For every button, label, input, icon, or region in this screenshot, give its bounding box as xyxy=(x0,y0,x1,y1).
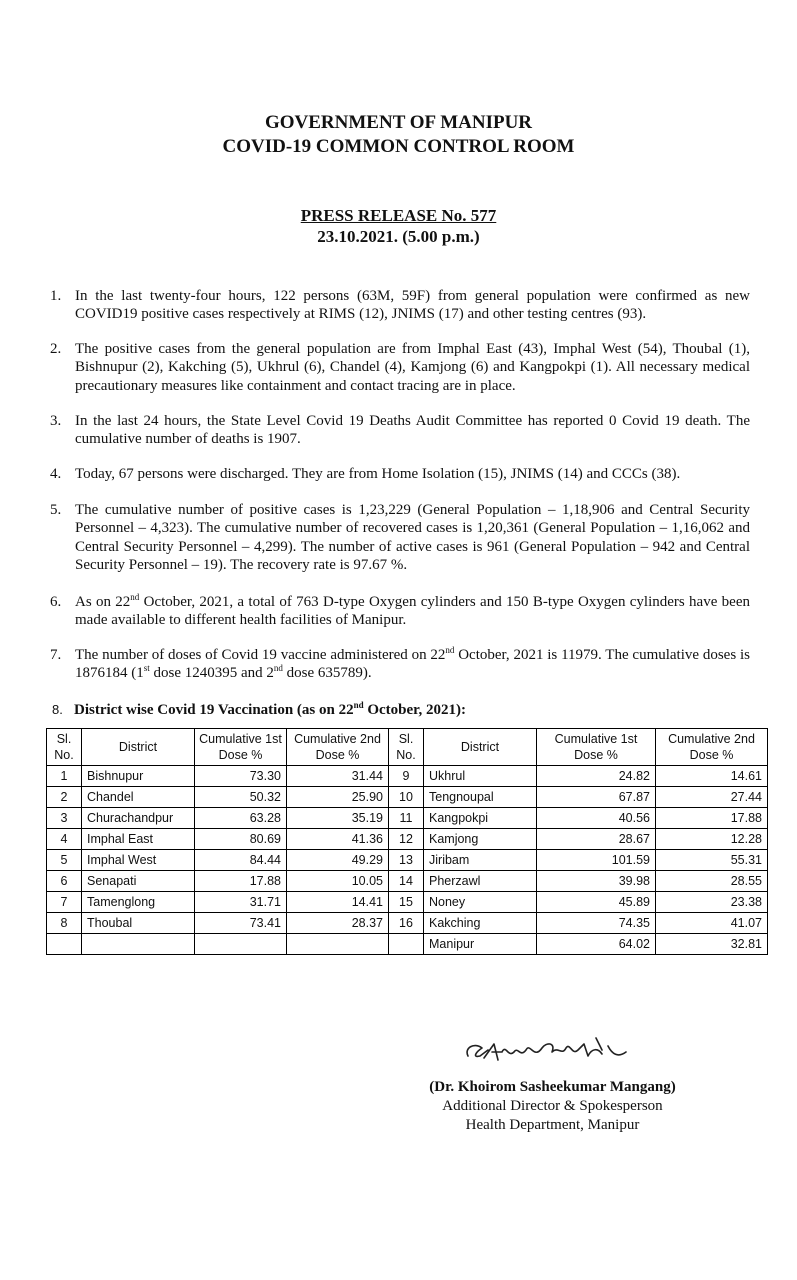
vaccination-heading xyxy=(52,701,466,719)
sl-cell: 2 xyxy=(47,787,82,808)
vaccination-table xyxy=(46,728,768,955)
press-release-title: PRESS RELEASE No. 577 xyxy=(300,206,497,225)
paragraph-text xyxy=(75,593,750,630)
dose1-cell: 73.41 xyxy=(195,913,287,934)
district-cell: Ukhrul xyxy=(424,766,537,787)
district-cell: Pherzawl xyxy=(424,871,537,892)
header-district: District xyxy=(424,729,537,766)
dose1-cell: 67.87 xyxy=(537,787,656,808)
text-run: October, 2021, a total of 763 D-type Oxygen cylinders and 150 B-type Oxygen cylinders have been made available to different health facilities of Manipur. xyxy=(75,594,750,629)
dose1-cell: 28.67 xyxy=(537,829,656,850)
district-cell: Tamenglong xyxy=(82,892,195,913)
dose2-cell: 23.38 xyxy=(656,892,768,913)
dose2-cell: 28.37 xyxy=(287,913,389,934)
dose2-cell: 49.29 xyxy=(287,850,389,871)
total-label-cell: Manipur xyxy=(424,934,537,955)
superscript: nd xyxy=(353,700,364,710)
dose2-cell: 55.31 xyxy=(656,850,768,871)
dose2-cell: 31.44 xyxy=(287,766,389,787)
paragraph-number: 5. xyxy=(50,502,62,518)
paragraph-3 xyxy=(50,412,750,449)
district-cell: Kamjong xyxy=(424,829,537,850)
text-run: As on 22 xyxy=(75,594,131,610)
table-row xyxy=(47,766,768,787)
dose2-cell: 28.55 xyxy=(656,871,768,892)
paragraph-text: Today, 67 persons were discharged. They are from Home Isolation (15), JNIMS (14) and CCCs (38). xyxy=(75,466,681,482)
dose2-cell: 12.28 xyxy=(656,829,768,850)
empty-cell xyxy=(82,934,195,955)
sl-cell: 14 xyxy=(389,871,424,892)
paragraph-text xyxy=(75,646,750,683)
table-header-row xyxy=(47,729,768,766)
sl-cell: 6 xyxy=(47,871,82,892)
superscript: nd xyxy=(130,592,140,602)
header-dose2: Cumulative 2nd Dose % xyxy=(656,729,768,766)
header-dose2: Cumulative 2nd Dose % xyxy=(287,729,389,766)
dose1-cell: 24.82 xyxy=(537,766,656,787)
sl-cell: 10 xyxy=(389,787,424,808)
district-cell: Senapati xyxy=(82,871,195,892)
header-sl: Sl. No. xyxy=(389,729,424,766)
paragraph-7 xyxy=(50,646,750,683)
table-row xyxy=(47,892,768,913)
dose1-cell: 74.35 xyxy=(537,913,656,934)
paragraph-number: 1. xyxy=(50,288,62,304)
table-row xyxy=(47,829,768,850)
sl-cell: 13 xyxy=(389,850,424,871)
paragraph-number: 8. xyxy=(52,702,63,717)
dose2-cell: 27.44 xyxy=(656,787,768,808)
paragraph-6 xyxy=(50,593,750,630)
dose2-cell: 41.07 xyxy=(656,913,768,934)
text-run: dose 635789). xyxy=(282,665,372,682)
paragraph-text: In the last twenty-four hours, 122 persons (63M, 59F) from general population were confirmed as new COVID19 positive cases respectively at RIMS (12), JNIMS (17) and other testing centres (93). xyxy=(75,288,750,323)
signatory-department: Health Department, Manipur xyxy=(465,1117,640,1133)
dose1-cell: 63.28 xyxy=(195,808,287,829)
total-dose1-cell: 64.02 xyxy=(537,934,656,955)
signatory-block xyxy=(400,1078,705,1135)
sl-cell: 5 xyxy=(47,850,82,871)
paragraph-text: In the last 24 hours, the State Level Covid 19 Deaths Audit Committee has reported 0 Covid 19 death. The cumulative number of deaths is 1907. xyxy=(75,413,750,448)
paragraph-1 xyxy=(50,287,750,324)
empty-cell xyxy=(47,934,82,955)
district-cell: Jiribam xyxy=(424,850,537,871)
dose1-cell: 40.56 xyxy=(537,808,656,829)
handwritten-signature xyxy=(462,1030,632,1066)
dose2-cell: 14.41 xyxy=(287,892,389,913)
dose1-cell: 39.98 xyxy=(537,871,656,892)
superscript: nd xyxy=(273,663,283,674)
sl-cell: 11 xyxy=(389,808,424,829)
header-dose1: Cumulative 1st Dose % xyxy=(537,729,656,766)
empty-cell xyxy=(287,934,389,955)
district-cell: Kangpokpi xyxy=(424,808,537,829)
dose1-cell: 50.32 xyxy=(195,787,287,808)
paragraph-number: 4. xyxy=(50,466,62,482)
superscript: st xyxy=(143,663,150,674)
sl-cell: 12 xyxy=(389,829,424,850)
table-row xyxy=(47,808,768,829)
text-run: The number of doses of Covid 19 vaccine administered on 22 xyxy=(75,647,446,663)
table-row xyxy=(47,787,768,808)
dose2-cell: 25.90 xyxy=(287,787,389,808)
dose1-cell: 73.30 xyxy=(195,766,287,787)
signatory-designation: Additional Director & Spokesperson xyxy=(442,1098,663,1114)
dose2-cell: 10.05 xyxy=(287,871,389,892)
dose2-cell: 14.61 xyxy=(656,766,768,787)
paragraph-5 xyxy=(50,501,750,574)
district-cell: Bishnupur xyxy=(82,766,195,787)
sl-cell: 15 xyxy=(389,892,424,913)
district-cell: Tengnoupal xyxy=(424,787,537,808)
text-run: October, 2021 is 11979. The cumulative doses is 1876184 (1 xyxy=(75,647,750,682)
text-run: District wise Covid 19 Vaccination (as on 22 xyxy=(74,702,354,718)
header-district: District xyxy=(82,729,195,766)
sl-cell: 1 xyxy=(47,766,82,787)
district-cell: Imphal East xyxy=(82,829,195,850)
paragraph-number: 7. xyxy=(50,647,62,663)
paragraph-2 xyxy=(50,340,750,395)
paragraph-number: 2. xyxy=(50,341,62,357)
control-room-title: COVID-19 COMMON CONTROL ROOM xyxy=(222,136,575,157)
press-release-datetime: 23.10.2021. (5.00 p.m.) xyxy=(317,227,480,246)
dose2-cell: 17.88 xyxy=(656,808,768,829)
dose2-cell: 35.19 xyxy=(287,808,389,829)
dose1-cell: 101.59 xyxy=(537,850,656,871)
sl-cell: 8 xyxy=(47,913,82,934)
dose2-cell: 41.36 xyxy=(287,829,389,850)
sl-cell: 3 xyxy=(47,808,82,829)
district-cell: Churachandpur xyxy=(82,808,195,829)
dose1-cell: 17.88 xyxy=(195,871,287,892)
text-run: dose 1240395 and 2 xyxy=(149,665,274,682)
signatory-name: (Dr. Khoirom Sasheekumar Mangang) xyxy=(429,1079,676,1095)
district-cell: Thoubal xyxy=(82,913,195,934)
total-dose2-cell: 32.81 xyxy=(656,934,768,955)
district-cell: Kakching xyxy=(424,913,537,934)
paragraph-text: The cumulative number of positive cases is 1,23,229 (General Population – 1,18,906 and Central Security Personnel – 4,323). The cumulative number of recovered cases is 1,20,361 (General Population – 1,16,062 and Central Security Personnel – 4,299). The number of active cases is 961 (General Population – 942 and Central Security Personnel – 19). The recovery rate is 97.67 %. xyxy=(75,502,750,573)
press-release-title-row xyxy=(0,205,797,226)
paragraph-text: The positive cases from the general population are from Imphal East (43), Imphal West (54), Thoubal (1), Bishnupur (2), Kakching (5), Ukhrul (6), Chandel (4), Kamjong (6) and Kangpokpi (1). All necessary medical precautionary measures like containment and contact tracing are in place. xyxy=(75,341,750,394)
vaccination-heading-text xyxy=(74,702,466,718)
table-row xyxy=(47,850,768,871)
paragraph-4 xyxy=(50,465,750,483)
dose1-cell: 45.89 xyxy=(537,892,656,913)
dose1-cell: 80.69 xyxy=(195,829,287,850)
district-cell: Imphal West xyxy=(82,850,195,871)
sl-cell: 9 xyxy=(389,766,424,787)
paragraph-number: 3. xyxy=(50,413,62,429)
table-row xyxy=(47,913,768,934)
district-cell: Noney xyxy=(424,892,537,913)
superscript: nd xyxy=(445,645,455,655)
district-cell: Chandel xyxy=(82,787,195,808)
text-run: October, 2021): xyxy=(363,702,466,718)
header-dose1: Cumulative 1st Dose % xyxy=(195,729,287,766)
header-sl: Sl. No. xyxy=(47,729,82,766)
table-row xyxy=(47,871,768,892)
empty-cell xyxy=(389,934,424,955)
table-total-row xyxy=(47,934,768,955)
empty-cell xyxy=(195,934,287,955)
govt-title: GOVERNMENT OF MANIPUR xyxy=(264,112,533,133)
dose1-cell: 84.44 xyxy=(195,850,287,871)
paragraph-number: 6. xyxy=(50,594,62,610)
sl-cell: 16 xyxy=(389,913,424,934)
sl-cell: 7 xyxy=(47,892,82,913)
dose1-cell: 31.71 xyxy=(195,892,287,913)
sl-cell: 4 xyxy=(47,829,82,850)
